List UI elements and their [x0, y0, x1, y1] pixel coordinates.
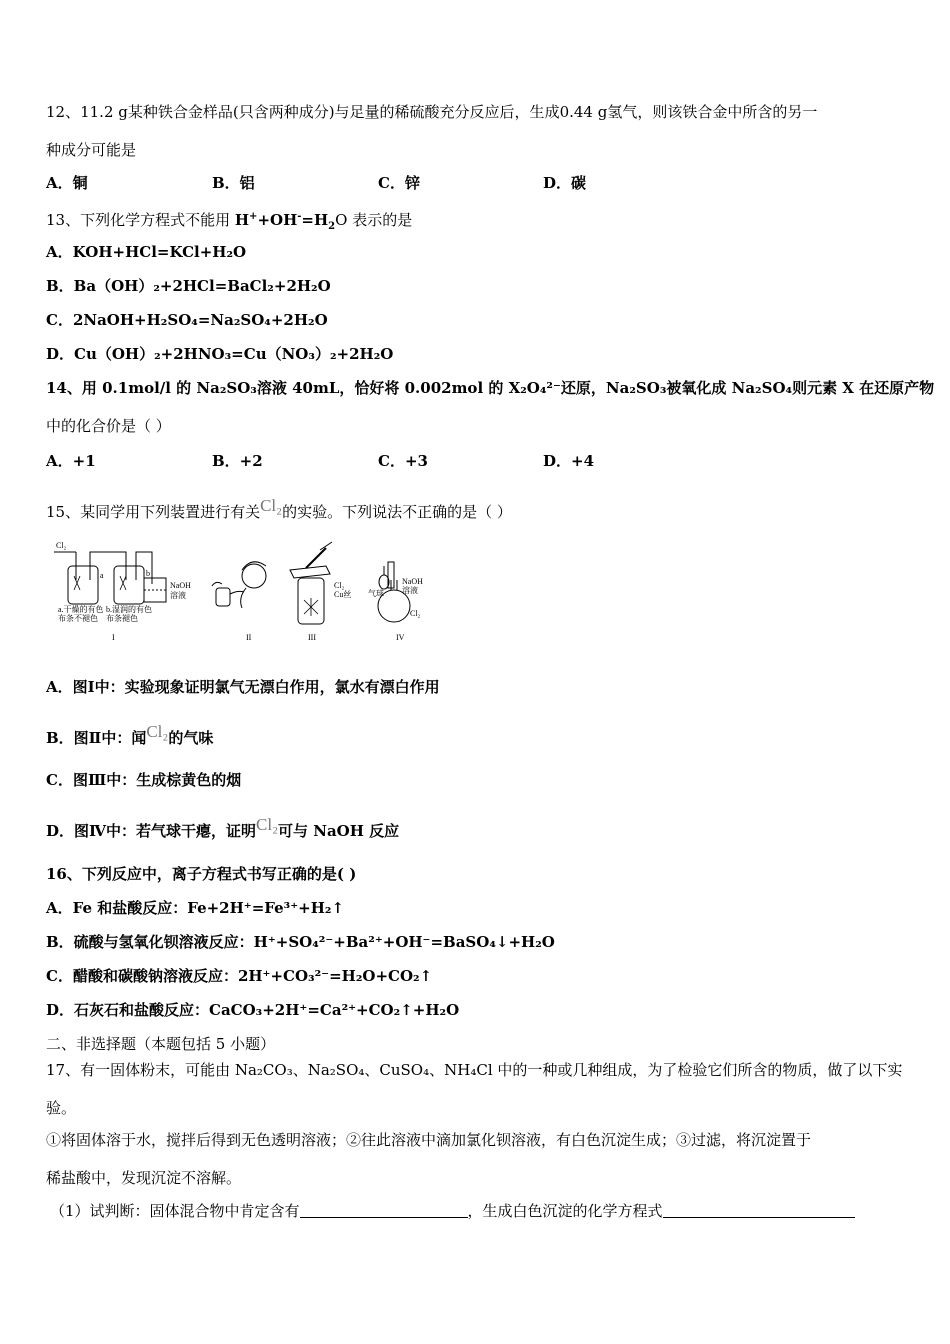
- q12-option-a: A．铜: [46, 174, 88, 192]
- q15-option-d: D．图Ⅳ中：若气球干瘪，证明Cl₂可与 NaOH 反应: [46, 815, 400, 840]
- fig-label-naoh-1: NaOH: [170, 581, 191, 590]
- fig-label-cl2-4: Cl₂: [410, 609, 421, 618]
- q12-option-d: D．碳: [543, 174, 587, 192]
- figure-iii-cu-burning: [290, 542, 332, 624]
- q13-option-d: D．Cu（OH）₂+2HNO₃=Cu（NO₃）₂+2H₂O: [46, 345, 394, 363]
- fig-label-cu: Cu丝: [334, 590, 352, 599]
- fig-label-naoh-4: 溶液: [402, 586, 418, 595]
- q17-line4: 稀盐酸中，发现沉淀不溶解。: [46, 1169, 242, 1187]
- q16-option-a: A．Fe 和盐酸反应：Fe+2H⁺=Fe³⁺+H₂↑: [46, 899, 345, 917]
- q16-option-d: D．石灰石和盐酸反应：CaCO₃+2H⁺=Ca²⁺+CO₂↑+H₂O: [46, 1001, 460, 1019]
- figure-i-gas-bottles: [54, 552, 166, 604]
- q12-option-b: B．铝: [212, 174, 255, 192]
- fig-label-wet-2: 布条褪色: [106, 614, 138, 623]
- answer-blank-2[interactable]: [663, 1203, 855, 1218]
- fig-roman-ii: II: [246, 633, 252, 642]
- fig-roman-iv: IV: [396, 633, 405, 642]
- fig-label-dry-2: 布条不褪色: [58, 614, 98, 623]
- q17-line3: ①将固体溶于水，搅拌后得到无色透明溶液；②往此溶液中滴加氯化钡溶液，有白色沉淀生成；③过滤，将沉淀置于: [46, 1131, 812, 1149]
- q15-option-a: A．图Ⅰ中：实验现象证明氯气无漂白作用，氯水有漂白作用: [46, 678, 440, 696]
- fig-label-cl2-inlet: Cl₂: [56, 541, 67, 550]
- q14-option-c: C．+3: [378, 452, 428, 470]
- q13-stem: 13、下列化学方程式不能用 $H^++OH^-=H_2O$ 表示的是: [46, 211, 413, 232]
- q14-option-a: A．+1: [46, 452, 96, 470]
- answer-blank-1[interactable]: [300, 1203, 468, 1218]
- q17-sub1: （1）试判断：固体混合物中肯定含有 ，生成白色沉淀的化学方程式: [50, 1201, 855, 1221]
- fig-label-qiqiu: 气球: [368, 589, 384, 598]
- q15-option-c: C．图Ⅲ中：生成棕黄色的烟: [46, 771, 242, 789]
- apparatus-figure: [54, 540, 434, 645]
- q16-option-b: B．硫酸与氢氧化钡溶液反应：H⁺+SO₄²⁻+Ba²⁺+OH⁻=BaSO₄↓+H₂O: [46, 933, 555, 951]
- cl2-formula: Cl₂: [146, 722, 169, 741]
- q15-stem: 15、某同学用下列装置进行有关Cl₂的实验。下列说法不正确的是（ ）: [46, 496, 512, 521]
- q16-stem: 16、下列反应中，离子方程式书写正确的是( ): [46, 865, 357, 883]
- q13-option-b: B．Ba（OH）₂+2HCl=BaCl₂+2H₂O: [46, 277, 331, 295]
- q14-line2: 中的化合价是（ ）: [46, 417, 171, 435]
- fig-label-cl2-3: Cl₂: [334, 581, 345, 590]
- q17-line1: 17、有一固体粉末，可能由 Na₂CO₃、Na₂SO₄、CuSO₄、NH₄Cl 中的一种或几种组成，为了检验它们所含的物质，做了以下实: [46, 1061, 903, 1079]
- q15-option-b: B．图Ⅱ中：闻Cl₂的气味: [46, 722, 214, 747]
- fig-label-a: a: [100, 571, 104, 580]
- q12-line2: 种成分可能是: [46, 141, 137, 159]
- q12-option-c: C．锌: [378, 174, 420, 192]
- section-2-heading: 二、非选择题（本题包括 5 小题）: [46, 1035, 276, 1053]
- q14-option-d: D．+4: [543, 452, 595, 470]
- fig-label-naoh-2: 溶液: [170, 591, 186, 600]
- fig-roman-i: I: [112, 633, 115, 642]
- fig-label-wet-1: b.湿润的有色: [106, 605, 152, 614]
- fig-label-naoh-3: NaOH: [402, 577, 423, 586]
- figure-ii-smelling: [212, 562, 266, 608]
- q17-line2: 验。: [46, 1099, 77, 1117]
- q13-option-c: C．2NaOH+H₂SO₄=Na₂SO₄+2H₂O: [46, 311, 328, 329]
- cl2-formula: Cl₂: [260, 496, 283, 515]
- q14-line1: 14、用 0.1mol/l 的 Na₂SO₃溶液 40mL，恰好将 0.002mol 的 X₂O₄²⁻还原，Na₂SO₃被氧化成 Na₂SO₄则元素 X 在还原产物: [46, 379, 935, 397]
- q13-option-a: A．KOH+HCl=KCl+H₂O: [46, 243, 247, 261]
- cl2-formula: Cl₂: [256, 815, 279, 834]
- fig-label-dry-1: a.干燥的有色: [58, 605, 104, 614]
- q12-line1: 12、11.2 g某种铁合金样品(只含两种成分)与足量的稀硫酸充分反应后，生成0.44 g氢气，则该铁合金中所含的另一: [46, 103, 818, 121]
- q16-option-c: C．醋酸和碳酸钠溶液反应：2H⁺+CO₃²⁻=H₂O+CO₂↑: [46, 967, 433, 985]
- fig-roman-iii: III: [308, 633, 316, 642]
- q14-option-b: B．+2: [212, 452, 263, 470]
- fig-label-b: b: [146, 569, 150, 578]
